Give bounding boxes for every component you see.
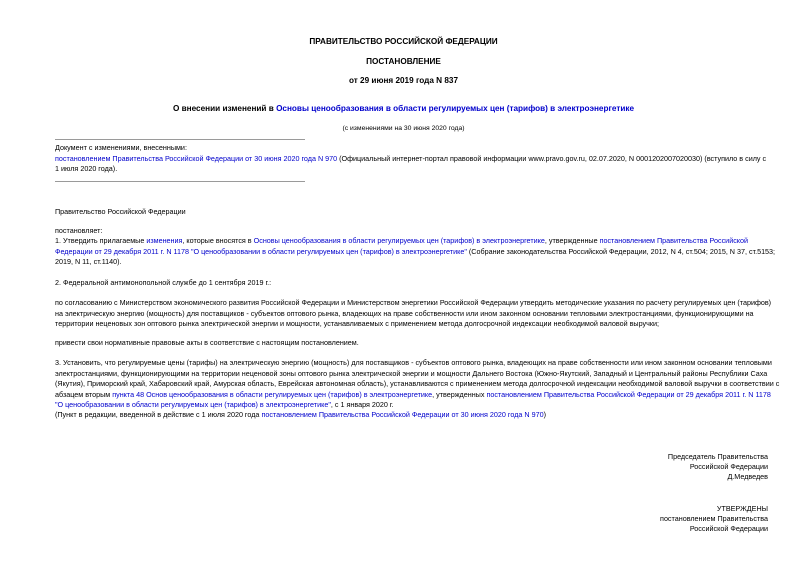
paragraph-1 [55,236,776,268]
government-name: Правительство Российской Федерации [55,207,186,216]
signature-country: Российской Федерации [689,462,768,471]
p1-text-2: , которые вносятся в [182,236,254,245]
edit-note-line [55,410,768,421]
paragraph-2a-line-2: на электрическую энергию (мощность) для поставщиков - субъектов оптового рынка, владеющих на праве собственности или ином законном основании тепловыми электростанциями, функционирующими на [55,308,754,318]
paragraph-3-line-3: (Якутия), Приморский край, Хабаровский край, Амурская область, Еврейская автономная область), устанавливаются с применением метода долгосрочной индексации необходимой валовой выручки в соответствии с [55,379,780,389]
p1-text-3: , утвержденные [544,236,600,245]
document-title-text: О внесении изменений в [172,104,277,113]
paragraph-2a-line-3: территории неценовых зон оптового рынка электрической энергии и мощности, устанавливаемых с применением метода долгосрочной индексации необходимой валовой выручки; [55,319,660,329]
paragraph-3-line-4 [55,389,771,401]
point-48-link[interactable]: пункта 48 Основ ценообразования в области регулируемых цен (тарифов) в электроэнергетике [112,389,433,399]
paragraph-3-line-2: электростанциями, функционирующими на территории неценовой зоны оптового рынка электрической энергии и мощности Дальнего Востока (Южно-Якутский, Западный и Центральный районы Республики Саха [55,368,768,378]
edit-note [55,410,768,421]
changes-effective-text: 1 июля 2020 года). [55,164,118,174]
changes-bottom-rule [55,181,305,182]
paragraph-1-line-3: 2019, N 11, ст.1140). [55,257,122,267]
signature-name: Д.Медведев [727,472,768,481]
paragraph-1-line-2 [55,246,776,258]
changes-top-rule [55,139,305,140]
document-type: ПОСТАНОВЛЕНИЕ [366,57,441,66]
paragraph-3 [55,358,780,411]
p1-text-4: (Собрание законодательства Российской Федерации, 2012, N 4, ст.504; 2015, N 37, ст.5153; [466,246,776,256]
edit-note-close: ) [543,410,546,419]
changes-block [55,143,768,175]
pricing-basics-link[interactable]: Основы ценообразования в области регулируемых цен (тарифов) в электроэнергетике [253,236,545,245]
decree-1178-link-b[interactable]: Федерации от 29 декабря 2011 г. N 1178 "О ценообразовании в области регулируемых цен (тарифов) в электроэнергетике" [55,246,467,256]
p3-text-6: , с 1 января 2020 г. [330,400,394,410]
paragraph-2a-line-1: по согласованию с Министерством экономического развития Российской Федерации и Министерством энергетики Российской Федерации утвердить методические указания по расчету регулируемых цен (тарифов) [55,298,772,307]
p3-text-5: , утвержденных [432,389,487,399]
paragraph-3-line-1: 3. Установить, что регулируемые цены (тарифы) на электрическую энергию (мощность) для поставщиков - субъектов оптового рынка, владеющих на праве собственности или ином законном основании тепловыми [55,358,772,367]
approved-by: постановлением Правительства [660,514,768,523]
revision-note: (с изменениями на 30 июня 2020 года) [342,125,465,132]
paragraph-1-line-1 [55,236,768,247]
decree-1178-link-d[interactable]: "О ценообразовании в области регулируемых цен (тарифов) в электроэнергетике" [55,400,331,410]
changes-intro: Документ с изменениями, внесенными: [55,143,187,152]
changes-source-text: (Официальный интернет-портал правовой информации www.pravo.gov.ru, 02.07.2020, N 0001202007020030) (вступило в силу с [337,153,767,163]
p3-text-4: абзацем вторым [55,389,113,399]
paragraph-2: 2. Федеральной антимонопольной службе до 1 сентября 2019 г.: [55,278,272,287]
document-title [0,104,807,115]
approved-label: УТВЕРЖДЕНЫ [716,504,768,513]
changes-line [55,154,768,165]
paragraph-2a [55,298,772,330]
decree-1178-link-a[interactable]: постановлением Правительства Российской [599,236,749,245]
paragraph-2b: привести свои нормативные правовые акты в соответствие с настоящим постановлением. [55,338,359,347]
signature-position: Председатель Правительства [667,452,768,461]
document-title-link[interactable]: Основы ценообразования в области регулируемых цен (тарифов) в электроэнергетике [276,104,635,113]
edit-note-text: (Пункт в редакции, введенной в действие с 1 июля 2020 года [55,410,262,419]
document-date-number: от 29 июня 2019 года N 837 [348,76,459,85]
decree-1178-link-c[interactable]: постановлением Правительства Российской Федерации от 29 декабря 2011 г. N 1178 [486,389,771,399]
edit-note-link[interactable]: постановлением Правительства Российской Федерации от 30 июня 2020 года N 970 [261,410,544,419]
amending-decree-link[interactable]: постановлением Правительства Российской Федерации от 30 июня 2020 года N 970 [55,153,338,163]
approved-country: Российской Федерации [689,524,768,533]
changes-link[interactable]: изменения [146,236,183,245]
p1-text-1: 1. Утвердить прилагаемые [55,236,147,245]
government-title: ПРАВИТЕЛЬСТВО РОССИЙСКОЙ ФЕДЕРАЦИИ [309,37,498,46]
decree-word: постановляет: [55,226,103,235]
